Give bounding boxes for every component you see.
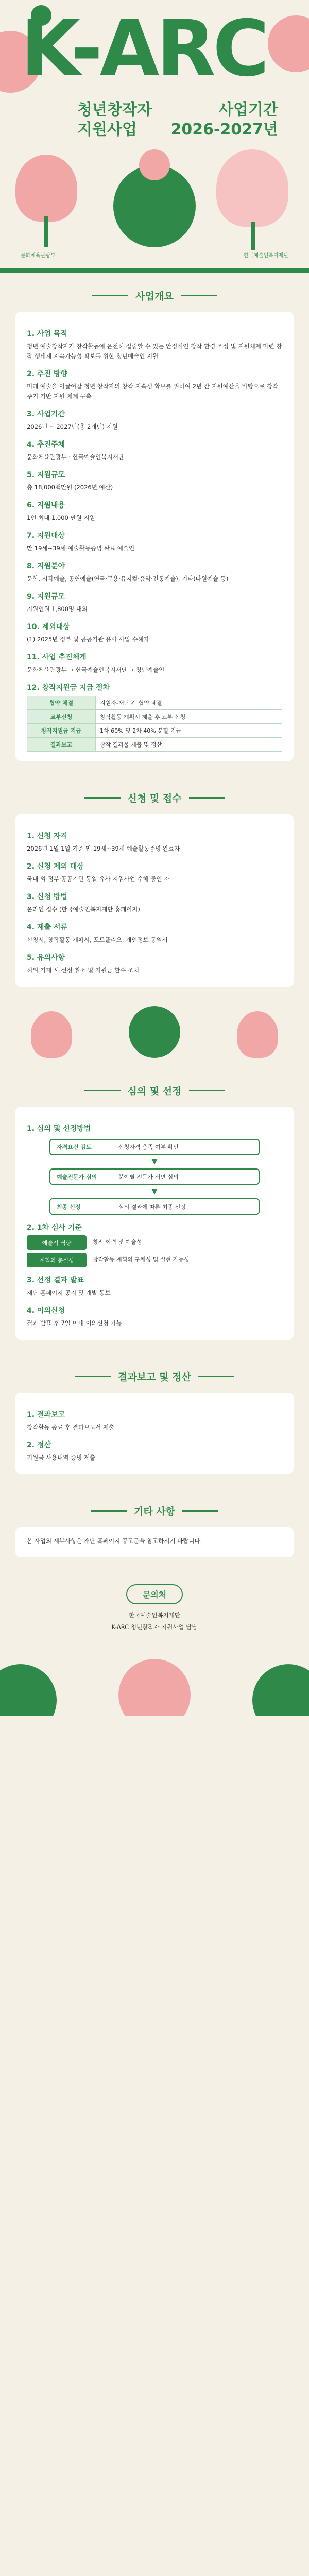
score-row: 계획의 충실성 창작활동 계획의 구체성 및 실현 가능성 [27, 1253, 282, 1267]
report-card: 1. 결과보고 창작활동 종료 후 결과보고서 제출 2. 정산 지원금 사용내역 증빙 제출 [15, 1393, 294, 1474]
section-title: 신청 및 접수 [15, 791, 294, 805]
divider-band [0, 268, 309, 273]
mid-illustration [0, 1001, 309, 1068]
arrow-down-icon: ▼ [151, 1188, 158, 1196]
section-title: 기타 사항 [15, 1504, 294, 1518]
pink-circle-decoration [268, 15, 309, 72]
org-right: 한국예술인복지재단 [244, 253, 288, 259]
review-flow [27, 1139, 282, 1215]
section-report [0, 1354, 309, 1488]
table-row: 결과보고 창작 결과물 제출 및 정산 [27, 738, 282, 752]
section-etc [0, 1488, 309, 1572]
section-application [0, 775, 309, 1001]
flow-step: 최종 선정 심의 결과에 따른 최종 선정 [49, 1198, 260, 1215]
section-overview [0, 273, 309, 775]
application-card: 1. 신청 자격 2026년 1월 1일 기준 만 19세~39세 예술활동증명 완료자 2. 신청 제외 대상 국내 외 정부·공공기관 동일 유사 지원사업 수혜 중인 자 3. 신청 방법 온라인 접수 (한국예술인복지재단 홈페이지) 4. 제출 서류 신청서, 창작활동 계획서, 포트폴리오, 개인정보 동의서 5. 유의사항 허위 기재 시 선정 취소 및 지원금 환수 조치 [15, 814, 294, 987]
title-bar [92, 295, 128, 296]
hero-banner [0, 0, 309, 268]
payment-table [27, 696, 282, 752]
section-review [0, 1068, 309, 1354]
etc-card: 본 사업의 세부사항은 재단 홈페이지 공고문을 참고하시기 바랍니다. [15, 1527, 294, 1557]
flow-step: 자격요건 검토 신청자격 충족 여부 확인 [49, 1139, 260, 1155]
hero-period: 사업기간 2026-2027년 [170, 101, 278, 139]
score-row: 예술적 역량 창작 이력 및 예술성 [27, 1235, 282, 1250]
table-row: 창작지원금 지급 1차 60% 및 2차 40% 분할 지급 [27, 724, 282, 738]
section-title: 결과보고 및 정산 [15, 1369, 294, 1383]
table-row: 교부신청 창작활동 계획서 제출 후 교부 신청 [27, 710, 282, 724]
hero-organizations [0, 251, 309, 259]
figure-head [139, 149, 170, 180]
title-bar [181, 295, 217, 296]
section-title: 사업개요 [15, 289, 294, 302]
contact-section: 문의처 한국예술인복지재단 K-ARC 청년창작자 지원사업 담당 [0, 1572, 309, 1649]
hero-logo: K-ARC [21, 4, 267, 94]
table-row: 협약 체결 지원자-재단 간 협약 체결 [27, 696, 282, 710]
section-title: 심의 및 선정 [15, 1083, 294, 1097]
footer-illustration [0, 1649, 309, 1716]
org-left: 문화체육관광부 [21, 253, 56, 259]
tree-illustration [15, 155, 77, 222]
arrow-down-icon: ▼ [151, 1158, 158, 1166]
hero-title: 청년창작자 지원사업 [77, 101, 152, 139]
tree-trunk [251, 222, 255, 250]
tree-illustration [216, 149, 288, 227]
overview-card: 1. 사업 목적 청년 예술창작자가 창작활동에 온전히 집중할 수 있는 안정적인 창작 환경 조성 및 지원체계 마련 창작 생태계 지속가능성 확보를 위한 청년예술인 지원 2. 추진 방향 미래 예술을 이끌어갈 청년 창작자의 창작 지속성 확보를 위하여 2년 간 지원예산을 바탕으로 창작 주기 기반 지원 체계 구축 3. 사업기간 2026년 ~ 2027년(총 2개년) 지원 4. 추진주체 문화체육관광부 · 한국예술인복지재단 5. 지원규모 총 18,000백만원 (2026년 예산) 6. 지원내용 1인 최대 1,000 만원 지원 7. 지원대상 만 19세~39세 예술활동증명 완료 예술인 8. 지원분야 문학, 시각예술, 공연예술(연극·무용·뮤지컬·음악·전통예술), 기타(다원예술 등) 9. 지원규모 지원인원 1,800명 내외 10. 제외대상 (1) 2025년 정부 및 공공기관 유사 사업 수혜자 11. 사업 추진체계 문화체육관광부 → 한국예술인복지재단 → 청년예술인 12. 창작지원금 지급 절차 협약 체결 지원자-재단 간 협약 체결 교부신청 창작활동 계획서 제출 후 교부 신청 창작지원금 지급 1차 60% 및 2차 40% 분할 지급 결과보고 창작 결과물 제출 및 정산 [15, 312, 294, 761]
contact-title: 문의처 [126, 1584, 183, 1604]
tree-trunk [44, 216, 48, 247]
flow-step: 예술전문가 심의 분야별 전문가 서면 심의 [49, 1168, 260, 1185]
review-card: 1. 심의 및 선정방법 자격요건 검토 신청자격 충족 여부 확인 ▼ 예술전문가 심의 분야별 전문가 서면 심의 ▼ 최종 선정 심의 결과에 따른 최종 선정 2. 1차 심사 기준 예술적 역량 창작 이력 및 예술성 계획의 충실성 창작활동 계획의 구체성 및 실현 가능성 3. 선정 결과 발표 재단 홈페이지 공지 및 개별 통보 4. 이의신청 결과 발표 후 7일 이내 이의신청 가능 [15, 1107, 294, 1340]
